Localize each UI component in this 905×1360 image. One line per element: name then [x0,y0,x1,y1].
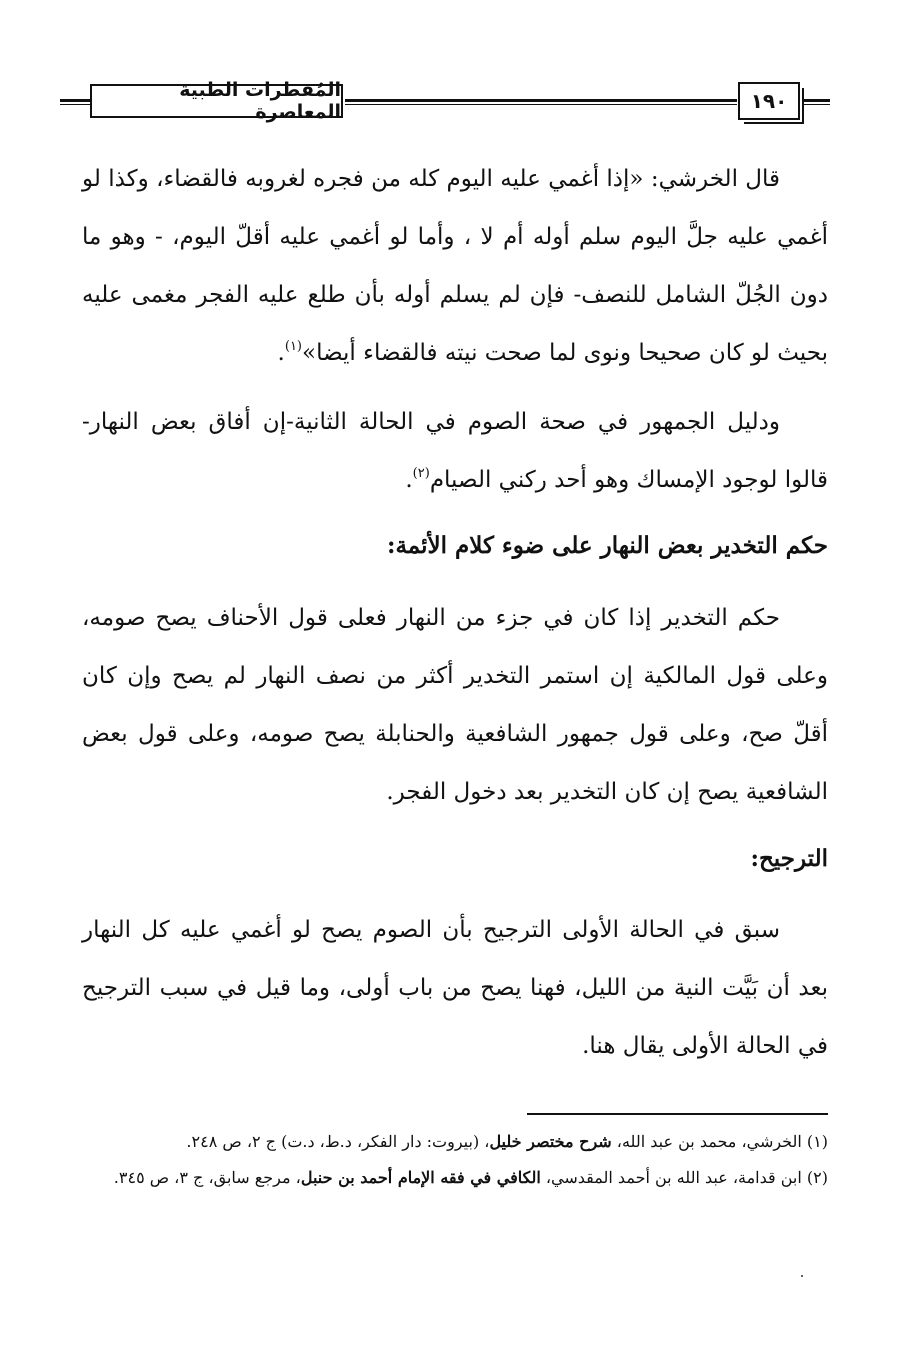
page-header [60,78,830,122]
footnote-1 [82,1124,828,1160]
paragraph-2-end: . [405,467,413,493]
paragraph-2-text: ودليل الجمهور في صحة الصوم في الحالة الثانية-إن أفاق بعض النهار- قالوا لوجود الإمساك وهو أحد ركني الصيام [82,409,828,493]
main-text-3 [82,589,828,821]
section-heading-1-wrap [82,517,828,575]
footnote-2-details: ، مرجع سابق، ج ٣، ص ٣٤٥. [113,1168,301,1187]
footnote-1-author: (١) الخرشي، محمد بن عبد الله، [611,1132,828,1151]
paragraph-4: سبق في الحالة الأولى الترجيح بأن الصوم يصح لو أغمي عليه كل النهار بعد أن بَيَّت النية من الليل، فهنا يصح من باب أولى، وما قيل في سبب الترجيح في الحالة الأولى يقال هنا. [82,917,828,1059]
header-rule-left [60,99,90,105]
footnote-2-title: الكافي في فقه الإمام أحمد بن حنبل [300,1168,541,1187]
paragraph-1-end: . [277,340,285,366]
header-rule-right [802,99,830,105]
footnote-1-details: ، (بيروت: دار الفكر، د.ط، د.ت) ج ٢، ص ٢٤٨. [186,1132,490,1151]
main-text [82,150,828,382]
footnote-separator [527,1113,828,1115]
scan-speck [801,1275,803,1277]
section-heading-2: الترجيح: [750,845,828,872]
page-number: ١٩٠ [738,82,800,120]
section-heading-2-wrap [82,830,828,888]
section-heading-1: حكم التخدير بعض النهار على ضوء كلام الأئمة: [386,532,828,559]
paragraph-1 [82,150,828,382]
footnote-1-title: شرح مختصر خليل [489,1132,612,1151]
book-title: المُفطرات الطبية المعاصرة [90,84,343,118]
footnote-2 [82,1160,828,1196]
footnote-ref-2: (٢) [412,466,430,481]
paragraph-1-text: قال الخرشي: «إذا أغمي عليه اليوم كله من فجره لغروبه فالقضاء، وكذا لو أغمي عليه جلَّ اليوم سلم أوله أم لا ، وأما لو أغمي عليه أقلّ اليوم، - وهو ما دون الجُلّ الشامل للنصف- فإن لم يسلم أوله بأن طلع عليه الفجر مغمى عليه بحيث لو كان صحيحا ونوى لما صحت نيته فالقضاء أيضا» [82,166,828,366]
footnote-ref-1: (١) [284,339,302,354]
footnote-2-author: (٢) ابن قدامة، عبد الله بن أحمد المقدسي، [540,1168,828,1187]
main-text-2 [82,393,828,509]
main-text-4 [82,901,828,1075]
paragraph-3: حكم التخدير إذا كان في جزء من النهار فعلى قول الأحناف يصح صومه، وعلى قول المالكية إن استمر التخدير أكثر من نصف النهار لم يصح وإن كان أقلّ صح، وعلى قول جمهور الشافعية والحنابلة يصح صومه، وعلى قول بعض الشافعية يصح إن كان التخدير بعد دخول الفجر. [82,605,828,805]
header-rule-middle [345,99,737,105]
footnotes [82,1124,828,1196]
paragraph-2 [82,393,828,509]
